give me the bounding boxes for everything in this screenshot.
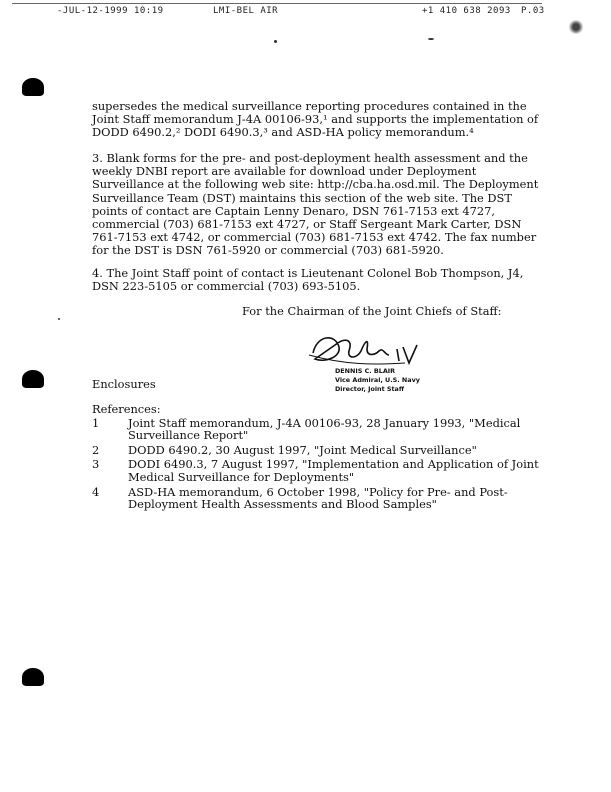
references-section xyxy=(92,403,562,513)
punch-hole xyxy=(22,668,44,686)
reference-text: ASD-HA memorandum, 6 October 1998, "Policy for Pre- and Post-Deployment Health Assessments and Blood Samples" xyxy=(128,484,508,512)
paragraph-4-text: 4. The Joint Staff point of contact is Lieutenant Colonel Bob Thompson, J4, DSN 223-5105 or commercial (703) 693-5105. xyxy=(92,266,524,294)
fax-date-time: -JUL-12-1999 10:19 xyxy=(57,6,164,16)
paragraph-continued xyxy=(92,100,550,140)
fax-phone: +1 410 638 2093 xyxy=(422,6,511,16)
paragraph-3-text: 3. Blank forms for the pre- and post-deployment health assessment and the weekly DNBI report are available for download under Deployment Surveillance at the following web site: http://cba.ha.osd.mil. The Deployment Surveillance Team (DST) maintains this section of the web site. The DST points of contact are Captain Lenny Denaro, DSN 761-7153 ext 4727, commercial (703) 681-7153 ext 4727, or Staff Sergeant Mark Carter, DSN 761-7153 ext 4742, or commercial (703) 681-7153 ext 4742. The fax number for the DST is DSN 761-5920 or commercial (703) 681-5920. xyxy=(92,151,539,258)
signer-name: DENNIS C. BLAIR xyxy=(335,367,396,375)
fax-header-rule xyxy=(12,3,542,4)
scan-smudge xyxy=(568,20,584,34)
reference-text: DODI 6490.3, 7 August 1997, "Implementation and Application of Joint Medical Surveillance for Deployments" xyxy=(128,457,539,484)
scan-speck xyxy=(428,38,434,40)
paragraph-continued-text: supersedes the medical surveillance reporting procedures contained in the Joint Staff memorandum J-4A 00106-93,¹ and supports the implementation of DODD 6490.2,² DODI 6490.3,³ and ASD-HA policy memorandum.⁴ xyxy=(92,99,539,140)
reference-text: Joint Staff memorandum, J-4A 00106-93, 28 January 1993, "Medical Surveillance Report" xyxy=(128,415,521,443)
reference-number: 4 xyxy=(92,484,100,499)
signature-for-line: For the Chairman of the Joint Chiefs of Staff: xyxy=(242,304,502,318)
reference-item xyxy=(92,458,562,483)
punch-hole xyxy=(22,78,44,96)
reference-number: 1 xyxy=(92,415,100,430)
reference-item xyxy=(92,444,562,457)
reference-number: 2 xyxy=(92,442,100,457)
handwritten-signature-text: DBlair IV xyxy=(310,355,315,356)
signer-rank: Vice Admiral, U.S. Navy xyxy=(335,376,420,384)
fax-sender: LMI-BEL AIR xyxy=(213,6,279,16)
paragraph-3 xyxy=(92,152,550,258)
scan-speck xyxy=(274,40,277,43)
paragraph-4 xyxy=(92,267,550,293)
references-heading: References: xyxy=(92,402,161,416)
reference-number: 3 xyxy=(92,457,100,472)
enclosures-label: Enclosures xyxy=(92,377,156,391)
signer-title: Director, Joint Staff xyxy=(335,385,405,393)
scan-speck xyxy=(58,318,60,320)
reference-text: DODD 6490.2, 30 August 1997, "Joint Medical Surveillance" xyxy=(128,442,477,457)
reference-item xyxy=(92,417,562,442)
punch-hole xyxy=(22,370,44,388)
handwritten-signature xyxy=(305,325,425,370)
fax-page-number: P.03 xyxy=(521,6,545,16)
reference-item xyxy=(92,486,562,511)
